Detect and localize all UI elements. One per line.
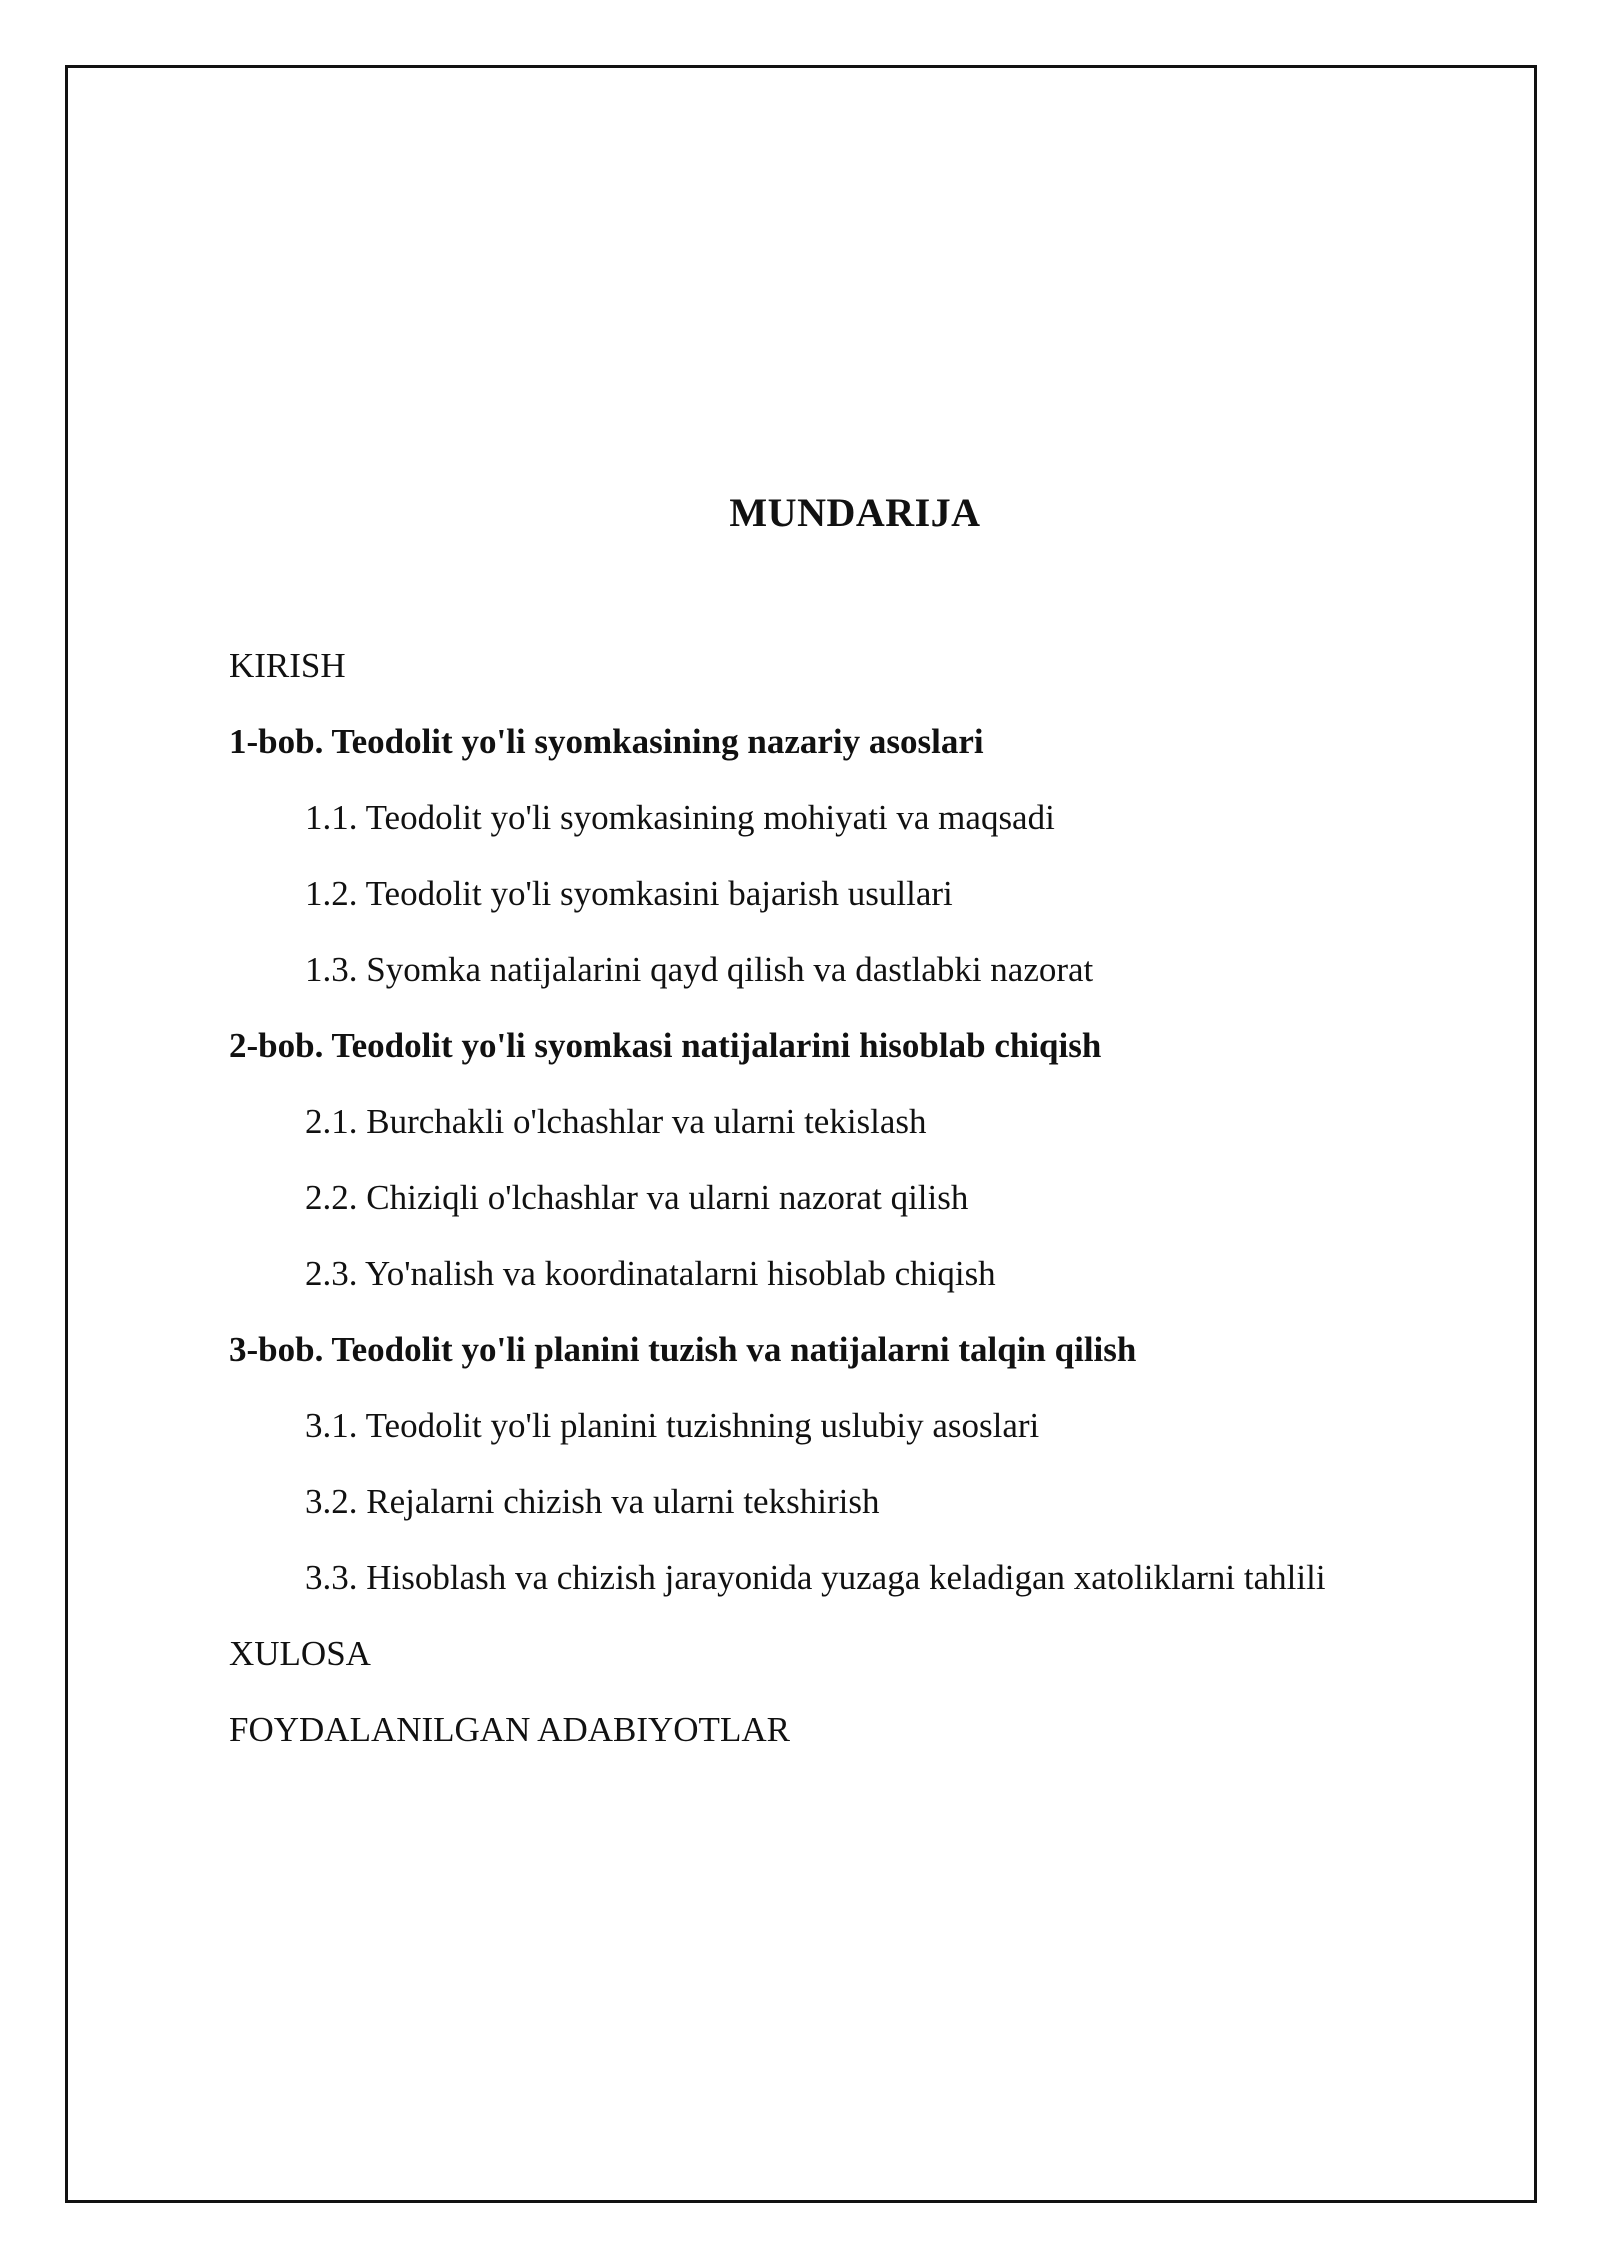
toc-section-2-2: 2.2. Chiziqli o'lchashlar va ularni nazorat qilish bbox=[305, 1178, 969, 1217]
toc-section-2-3: 2.3. Yo'nalish va koordinatalarni hisoblab chiqish bbox=[305, 1254, 996, 1293]
toc-section-1-1: 1.1. Teodolit yo'li syomkasining mohiyati va maqsadi bbox=[305, 798, 1055, 837]
toc-chapter-1: 1-bob. Teodolit yo'li syomkasining nazariy asoslari bbox=[229, 722, 984, 761]
toc-section-3-2: 3.2. Rejalarni chizish va ularni tekshirish bbox=[305, 1482, 880, 1521]
toc-chapter-3: 3-bob. Teodolit yo'li planini tuzish va natijalarni talqin qilish bbox=[229, 1330, 1137, 1369]
toc-entry-conclusion: XULOSA bbox=[229, 1634, 371, 1673]
toc-section-1-3: 1.3. Syomka natijalarini qayd qilish va dastlabki nazorat bbox=[305, 950, 1094, 989]
toc-entry-introduction: KIRISH bbox=[229, 646, 346, 685]
toc-section-3-3: 3.3. Hisoblash va chizish jarayonida yuzaga keladigan xatoliklarni tahlili bbox=[305, 1558, 1326, 1597]
toc-title: MUNDARIJA bbox=[729, 489, 981, 535]
toc-entry-references: FOYDALANILGAN ADABIYOTLAR bbox=[229, 1710, 790, 1749]
toc-section-2-1: 2.1. Burchakli o'lchashlar va ularni tekislash bbox=[305, 1102, 927, 1141]
toc-section-3-1: 3.1. Teodolit yo'li planini tuzishning uslubiy asoslari bbox=[305, 1406, 1040, 1445]
toc-section-1-2: 1.2. Teodolit yo'li syomkasini bajarish usullari bbox=[305, 874, 953, 913]
toc-chapter-2: 2-bob. Teodolit yo'li syomkasi natijalarini hisoblab chiqish bbox=[229, 1026, 1102, 1065]
table-of-contents bbox=[229, 642, 1489, 1782]
